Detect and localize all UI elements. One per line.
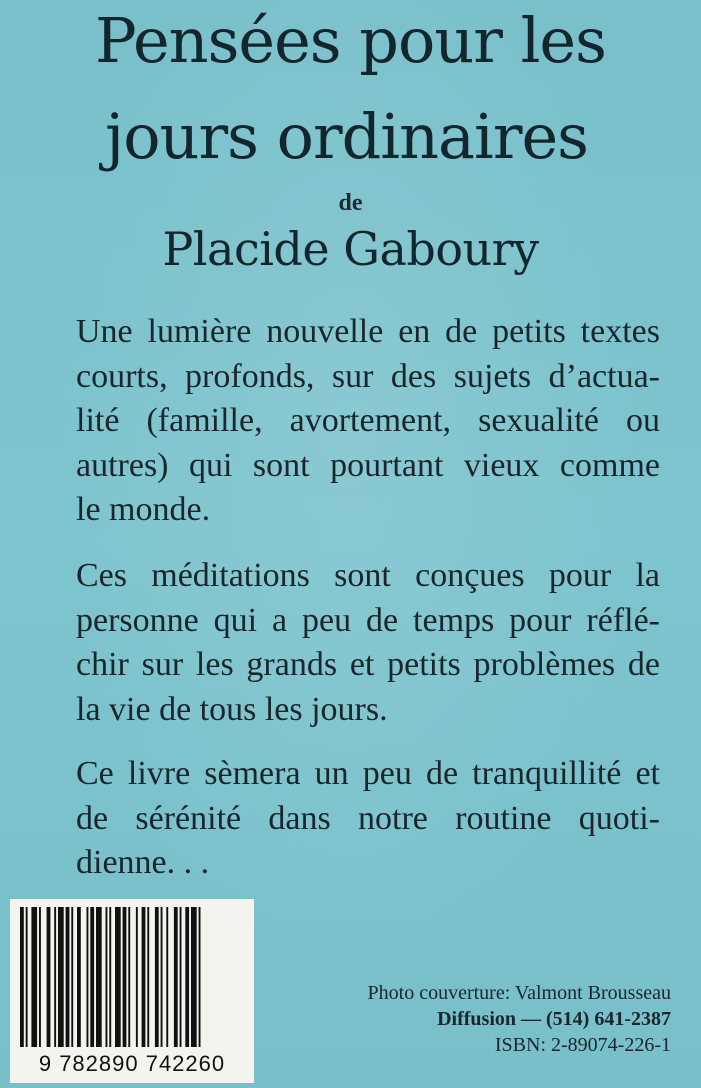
author-name: Placide Gaboury (162, 222, 539, 276)
blurb-line: la vie de tous les jours. (76, 690, 388, 728)
blurb-line: courts, profonds, sur des sujets d’actua- (76, 357, 660, 395)
barcode-digits: 9 782890 742260 (38, 1051, 226, 1076)
blurb-line: Ce livre sèmera un peu de tranquillité et (76, 755, 660, 792)
barcode (10, 899, 254, 1083)
barcode-bar (77, 907, 81, 1047)
diffusion-contact: Diffusion — (514) 641-2387 (437, 1008, 671, 1030)
barcode-bar (90, 907, 94, 1047)
barcode-bar (58, 907, 64, 1047)
barcode-bar (26, 907, 28, 1047)
blurb-line: le monde. (76, 491, 211, 528)
blurb-line: autres) qui sont pourtant vieux comme (76, 446, 660, 484)
barcode-bar (96, 907, 102, 1047)
blurb-line: lité (famille, avortement, sexualité ou (76, 402, 660, 439)
barcode-bar (71, 907, 73, 1047)
isbn-number: ISBN: 2-89074-226-1 (494, 1034, 671, 1056)
blurb-line: Ces méditations sont conçues pour la (76, 557, 660, 594)
blurb-line: Une lumière nouvelle en de petits textes (76, 313, 660, 350)
barcode-bar (199, 907, 201, 1047)
barcode-bar (147, 907, 149, 1047)
barcode-bar (142, 907, 146, 1047)
barcode-bar (115, 907, 121, 1047)
blurb-paragraph-3 (76, 752, 660, 886)
barcode-bar (39, 907, 41, 1047)
blurb-line: personne qui a peu de temps pour réflé- (76, 601, 660, 639)
barcode-bars (18, 907, 246, 1047)
barcode-bar (109, 907, 111, 1047)
barcode-bar (191, 907, 197, 1047)
barcode-bar (87, 907, 89, 1047)
barcode-bar (174, 907, 178, 1047)
blurb-line: chir sur les grands et petits problèmes de (76, 646, 660, 683)
barcode-bar (20, 907, 24, 1047)
barcode-bar (128, 907, 130, 1047)
barcode-bar (180, 907, 182, 1047)
barcode-bar (185, 907, 189, 1047)
photo-credit: Photo couverture: Valmont Brousseau (367, 982, 671, 1004)
blurb-paragraph-2 (76, 554, 660, 732)
barcode-bar (166, 907, 168, 1047)
book-title-line-2: jours ordinaires (105, 100, 588, 173)
barcode-bar (66, 907, 70, 1047)
barcode-bar (123, 907, 127, 1047)
barcode-bar (47, 907, 51, 1047)
barcode-bar (136, 907, 138, 1047)
blurb-line: dienne. . . (76, 844, 210, 881)
book-title-line-1: Pensées pour les (95, 4, 606, 77)
barcode-bar (161, 907, 163, 1047)
barcode-bar (155, 907, 159, 1047)
blurb-line: de sérénité dans notre routine quoti- (76, 799, 660, 837)
barcode-bar (106, 907, 108, 1047)
barcode-bar (54, 907, 56, 1047)
barcode-bar (31, 907, 37, 1047)
author-preposition: de (338, 190, 363, 216)
blurb-paragraph-1 (76, 310, 660, 533)
